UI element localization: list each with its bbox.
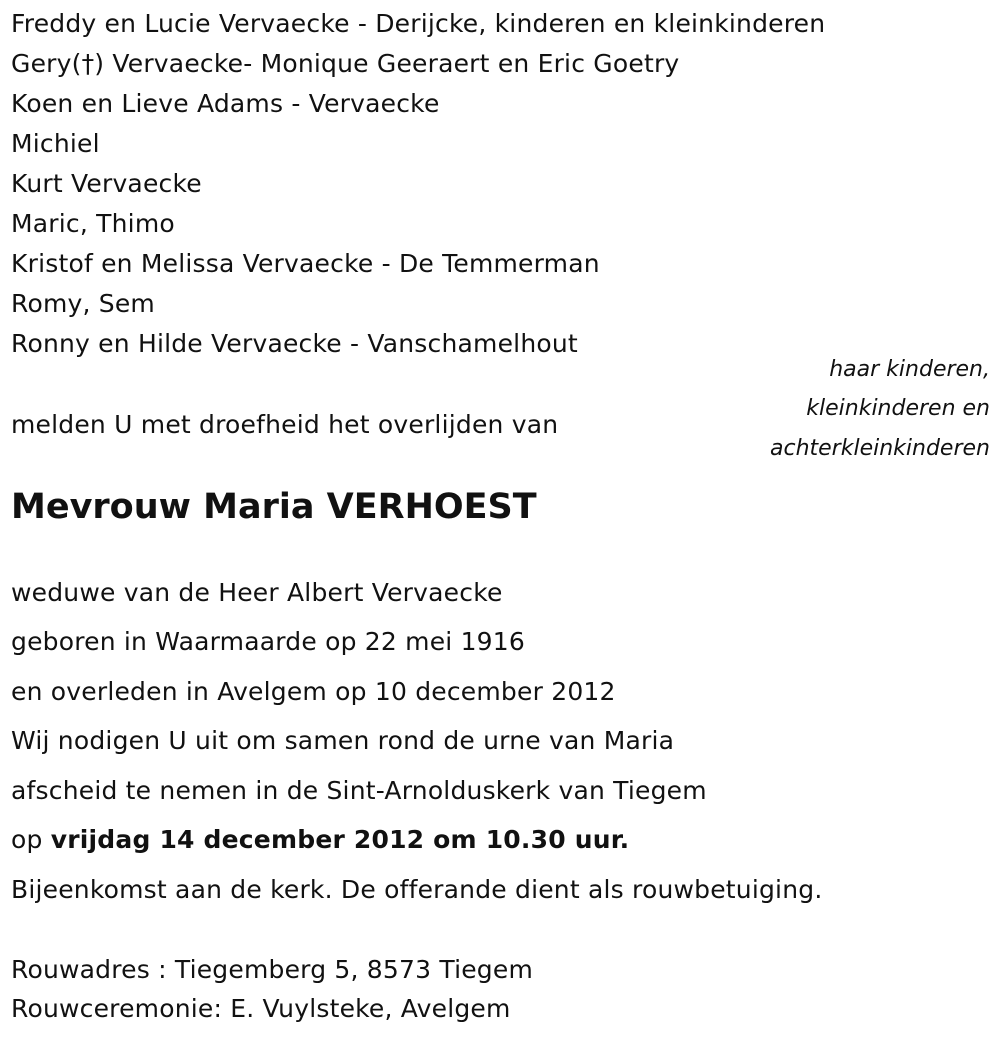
family-line-9: Ronny en Hilde Vervaecke - Vanschamelhout	[11, 329, 578, 358]
detail-line-4: Wij nodigen U uit om samen rond de urne van Maria	[11, 726, 675, 755]
family-line-5: Kurt Vervaecke	[11, 169, 202, 198]
family-line-6: Maric, Thimo	[11, 209, 175, 238]
detail-line-1: weduwe van de Heer Albert Vervaecke	[11, 578, 503, 607]
family-line-4: Michiel	[11, 129, 100, 158]
announcement-text: melden U met droefheid het overlijden van	[11, 410, 559, 439]
gathering-text: Bijeenkomst aan de kerk. De offerande dient als rouwbetuiging.	[11, 875, 823, 904]
deceased-name: Mevrouw Maria VERHOEST	[11, 487, 537, 527]
family-line-8: Romy, Sem	[11, 289, 155, 318]
detail-line-5: afscheid te nemen in de Sint-Arnolduskerk van Tiegem	[11, 776, 707, 805]
detail-line-3: en overleden in Avelgem op 10 december 2012	[11, 677, 616, 706]
side-note-line-2: kleinkinderen en	[806, 396, 990, 421]
ceremony-service: Rouwceremonie: E. Vuylsteke, Avelgem	[11, 994, 511, 1023]
family-line-2: Gery(†) Vervaecke- Monique Geeraert en Eric Goetry	[11, 49, 680, 78]
side-note-line-1: haar kinderen,	[829, 357, 990, 382]
ceremony-line	[11, 825, 629, 855]
family-line-7: Kristof en Melissa Vervaecke - De Temmerman	[11, 249, 600, 278]
ceremony-prefix: op	[11, 825, 51, 854]
side-note-line-3: achterkleinkinderen	[770, 436, 990, 461]
ceremony-date-time: vrijdag 14 december 2012 om 10.30 uur.	[50, 825, 630, 854]
family-line-1: Freddy en Lucie Vervaecke - Derijcke, kinderen en kleinkinderen	[11, 9, 826, 38]
mourning-address: Rouwadres : Tiegemberg 5, 8573 Tiegem	[11, 955, 534, 984]
family-line-3: Koen en Lieve Adams - Vervaecke	[11, 89, 440, 118]
detail-line-2: geboren in Waarmaarde op 22 mei 1916	[11, 627, 525, 656]
